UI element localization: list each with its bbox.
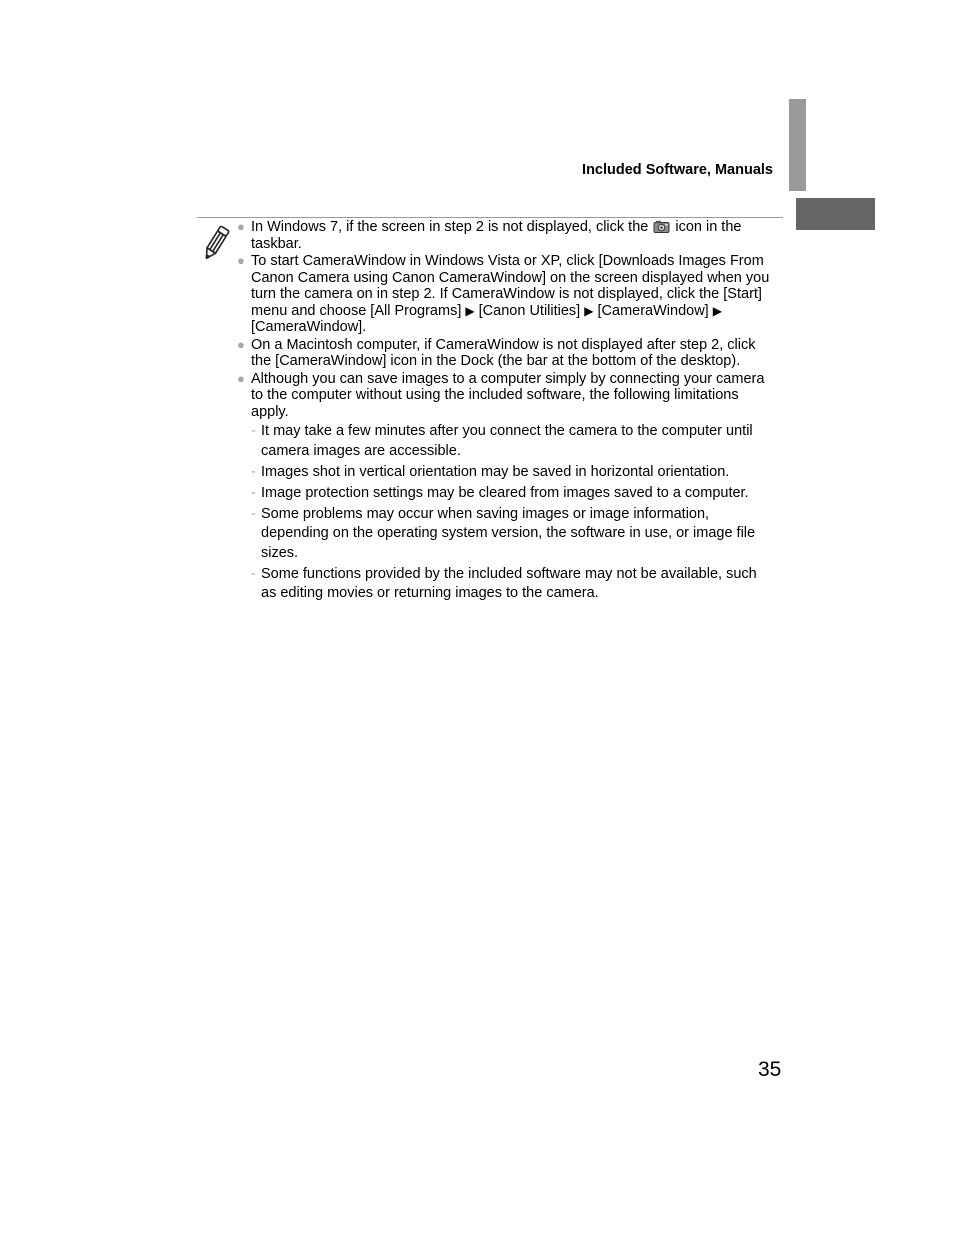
bullet-icon: ● xyxy=(237,219,245,234)
limitation-text: Images shot in vertical orientation may be saved in horizontal orientation. xyxy=(261,463,730,480)
note-item-limitations xyxy=(236,371,774,604)
notes-list xyxy=(236,219,774,605)
note-item-vista-xp xyxy=(236,253,774,336)
camerawindow-icon xyxy=(653,220,670,233)
note-text: [CameraWindow]. xyxy=(251,319,367,335)
note-text: To start CameraWindow in Windows Vista or XP, click [Downloads Images From Canon Camera using Canon CameraWindow] on the screen displayed when you turn the camera on in step 2. If CameraWindow is not displayed, click the [Start] menu and choose [All Programs] xyxy=(251,253,770,319)
limitation-text: Some functions provided by the included software may not be available, such as editing movies or returning images to the camera. xyxy=(261,565,757,601)
note-text: [Canon Utilities] xyxy=(478,302,581,319)
note-item-macintosh xyxy=(236,337,774,370)
limitation-text: Some problems may occur when saving images or image information, depending on the operating system version, the software in use, or image file sizes. xyxy=(261,505,756,561)
limitation-item xyxy=(251,505,774,564)
bullet-icon: ● xyxy=(237,336,245,352)
section-divider xyxy=(197,217,783,218)
note-item-windows7 xyxy=(236,219,774,252)
dash-icon: - xyxy=(251,463,256,480)
note-text: [CameraWindow] xyxy=(597,302,709,319)
note-text: In Windows 7, if the screen in step 2 is not displayed, click the xyxy=(251,219,649,235)
dash-icon: - xyxy=(251,505,256,522)
note-text: icon in the taskbar. xyxy=(251,219,742,252)
pencil-icon xyxy=(200,224,232,262)
note-text: Although you can save images to a computer simply by connecting your camera to the computer without using the included software, the following limitations apply. xyxy=(251,370,765,420)
limitations-list xyxy=(251,422,774,604)
right-triangle-icon: ▶ xyxy=(712,303,722,318)
bullet-icon: ● xyxy=(237,253,245,268)
chapter-tab-block xyxy=(796,198,875,230)
right-triangle-icon: ▶ xyxy=(465,303,475,318)
limitation-text: It may take a few minutes after you connect the camera to the computer until camera images are accessible. xyxy=(261,423,753,459)
bullet-icon: ● xyxy=(237,370,245,386)
running-header: Included Software, Manuals xyxy=(582,162,773,178)
limitation-text: Image protection settings may be cleared from images saved to a computer. xyxy=(261,484,749,501)
limitation-item xyxy=(251,484,774,504)
limitation-item xyxy=(251,565,774,604)
dash-icon: - xyxy=(251,565,256,582)
dash-icon: - xyxy=(251,484,256,501)
dash-icon: - xyxy=(251,423,256,439)
limitation-item xyxy=(251,422,774,461)
right-triangle-icon: ▶ xyxy=(584,303,594,318)
limitation-item xyxy=(251,463,774,483)
note-text: On a Macintosh computer, if CameraWindow is not displayed after step 2, click the [CameraWindow] icon in the Dock (the bar at the bottom of the desktop). xyxy=(251,336,756,369)
page-number: 35 xyxy=(758,1058,782,1081)
chapter-tab-marker xyxy=(789,99,806,191)
